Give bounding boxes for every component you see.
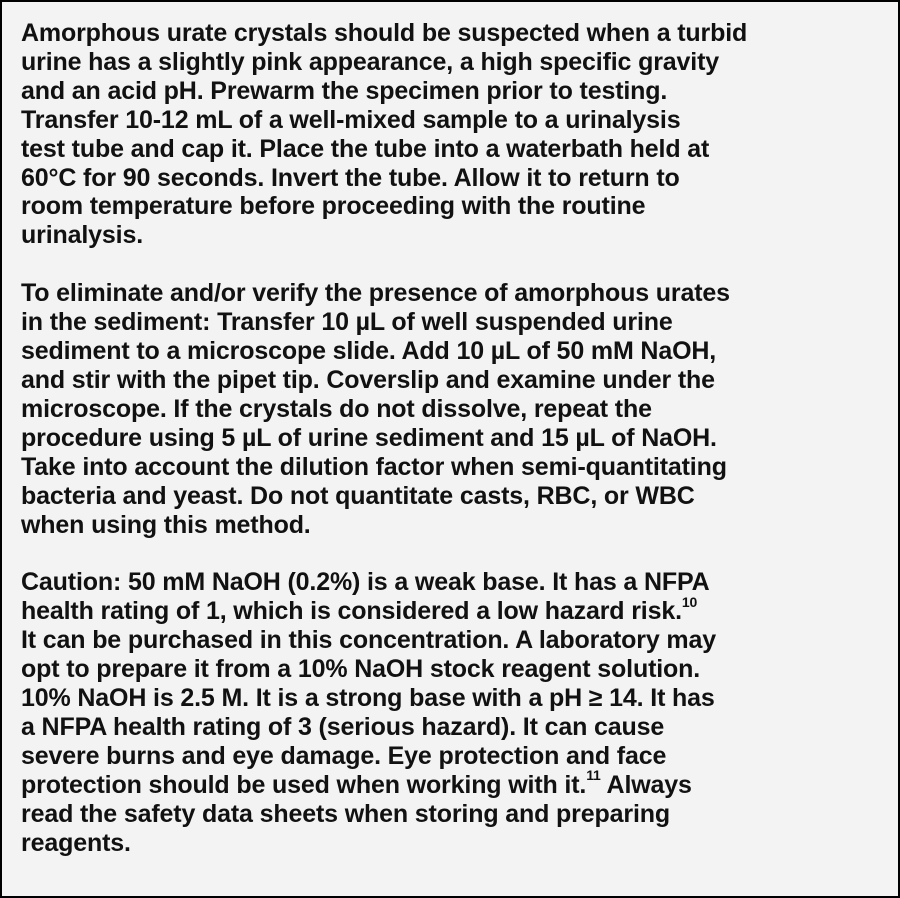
text-line: read the safety data sheets when storing and preparing — [21, 799, 671, 828]
text-line: Caution: 50 mM NaOH (0.2%) is a weak base. It has a NFPA — [21, 568, 710, 597]
footnote-ref-10: 10 — [681, 593, 698, 610]
text-segment: protection should be used when working with it. — [21, 770, 587, 799]
text-line: and an acid pH. Prewarm the specimen prior to testing. — [21, 76, 668, 105]
text-line: urinalysis. — [21, 221, 144, 250]
text-line: a NFPA health rating of 3 (serious hazard). It can cause — [21, 712, 665, 741]
text-line: test tube and cap it. Place the tube into a waterbath held at — [21, 134, 710, 163]
text-line: reagents. — [21, 828, 131, 857]
text-line: Amorphous urate crystals should be suspected when a turbid — [21, 19, 748, 47]
text-line: and stir with the pipet tip. Coverslip and examine under the — [21, 365, 715, 394]
text-line: 60°C for 90 seconds. Invert the tube. Allow it to return to — [21, 163, 680, 192]
text-line: procedure using 5 µL of urine sediment and 15 µL of NaOH. — [21, 423, 717, 452]
text-line: To eliminate and/or verify the presence of amorphous urates — [21, 279, 730, 308]
text-line: urine has a slightly pink appearance, a high specific gravity — [21, 47, 720, 76]
text-line: room temperature before proceeding with the routine — [21, 192, 646, 221]
text-line: bacteria and yeast. Do not quantitate casts, RBC, or WBC — [21, 481, 695, 510]
text-segment: health rating of 1, which is considered a low hazard risk. — [21, 597, 682, 626]
paragraph-eliminate-urates — [21, 279, 893, 539]
text-line-with-footnote — [21, 767, 893, 800]
paragraph-caution — [21, 568, 893, 857]
document-body — [21, 19, 893, 886]
text-line: It can be purchased in this concentration. A laboratory may — [21, 626, 717, 655]
footnote-ref-11: 11 — [586, 767, 601, 784]
text-line: in the sediment: Transfer 10 µL of well suspended urine — [21, 308, 673, 337]
paragraph-prewarm — [21, 19, 893, 250]
text-line: when using this method. — [21, 510, 311, 539]
text-line: Transfer 10-12 mL of a well-mixed sample to a urinalysis — [21, 105, 681, 134]
text-line-with-footnote — [21, 593, 893, 626]
text-line: 10% NaOH is 2.5 M. It is a strong base with a pH ≥ 14. It has — [21, 684, 715, 713]
text-line: microscope. If the crystals do not dissolve, repeat the — [21, 394, 652, 423]
text-line: opt to prepare it from a 10% NaOH stock reagent solution. — [21, 655, 701, 684]
text-line: Take into account the dilution factor when semi-quantitating — [21, 452, 727, 481]
text-line: sediment to a microscope slide. Add 10 µL of 50 mM NaOH, — [21, 337, 717, 366]
text-line: severe burns and eye damage. Eye protection and face — [21, 741, 667, 770]
text-segment: Always — [600, 770, 692, 799]
